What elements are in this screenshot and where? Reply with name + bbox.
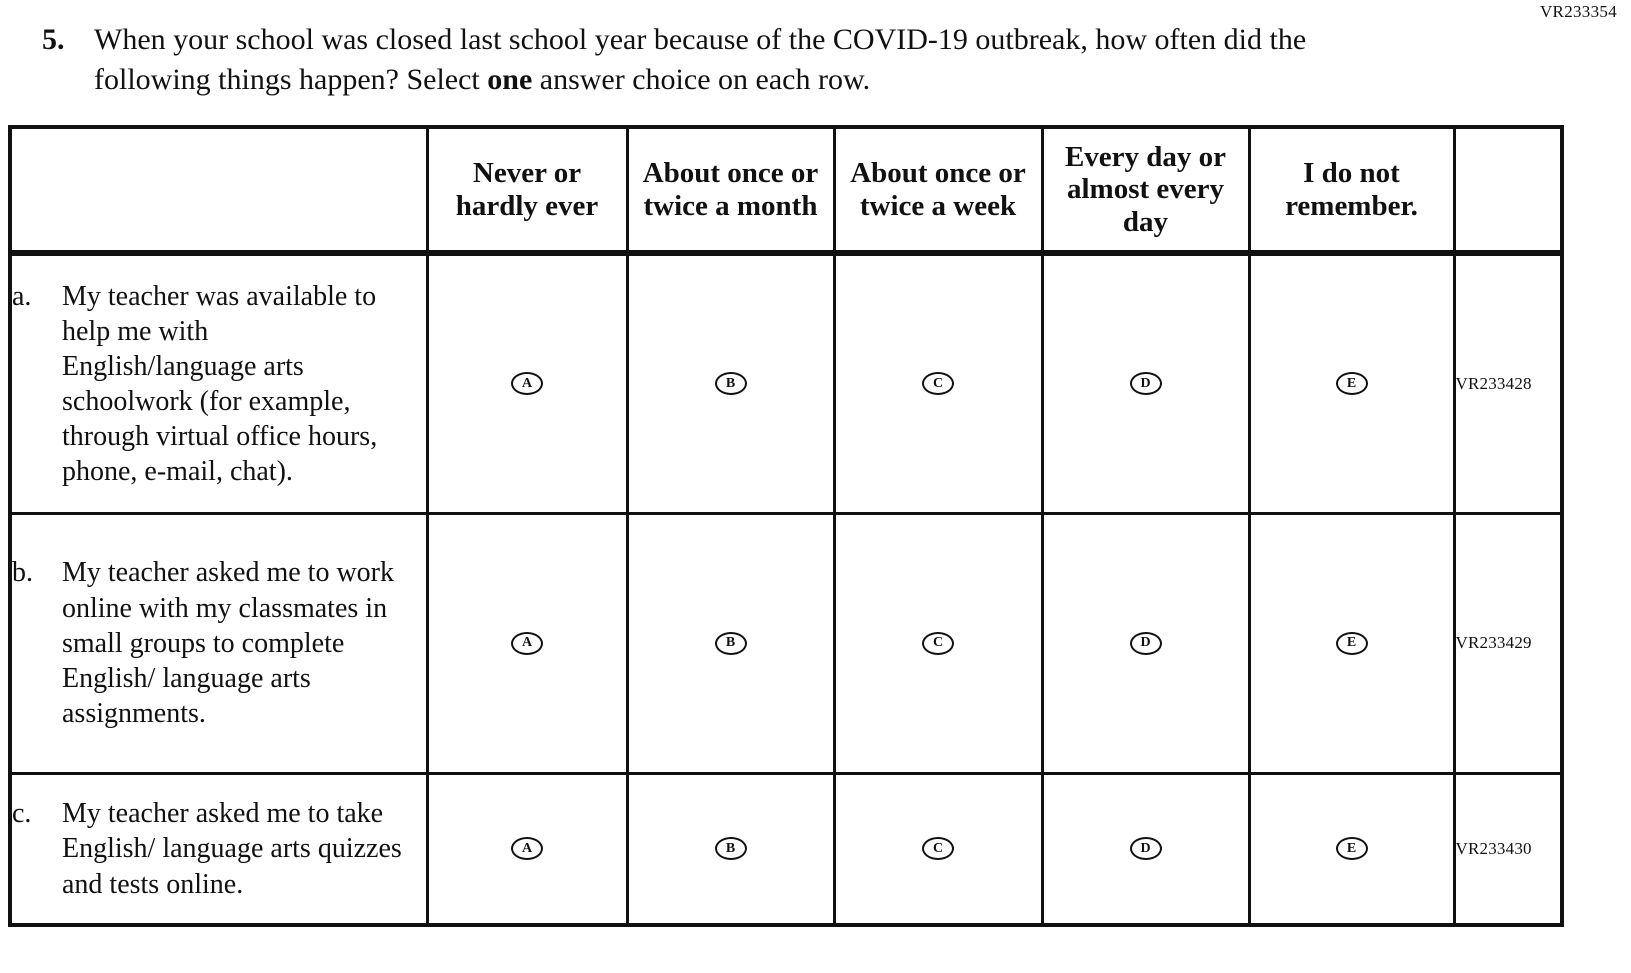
option-cell-b-A: [427, 513, 627, 773]
row-code-c: VR233430: [1454, 773, 1562, 925]
answer-bubble-b-E[interactable]: E: [1336, 632, 1368, 655]
answer-bubble-a-E[interactable]: E: [1336, 372, 1368, 395]
answer-bubble-c-D[interactable]: D: [1130, 837, 1162, 860]
answer-bubble-a-D[interactable]: D: [1130, 372, 1162, 395]
answer-bubble-a-A[interactable]: A: [511, 372, 543, 395]
option-cell-b-C: [834, 513, 1042, 773]
option-cell-c-C: [834, 773, 1042, 925]
statement-cell-c: [10, 773, 427, 925]
table-row-b: [10, 513, 1562, 773]
answer-bubble-b-C[interactable]: C: [922, 632, 954, 655]
question-bold-word: one: [487, 62, 533, 96]
row-statement-a: My teacher was available to help me with English/language arts schoolwork (for example, through virtual office hours, phone, e-mail, chat).: [62, 280, 378, 488]
page-code: VR233354: [1539, 2, 1617, 21]
row-code-b: VR233429: [1454, 513, 1562, 773]
option-cell-a-D: [1042, 253, 1249, 513]
header-empty-statement: [10, 127, 427, 253]
table-row-c: [10, 773, 1562, 925]
header-col-once-twice-week: About once or twice a week: [834, 127, 1042, 253]
question-number: 5.: [42, 23, 65, 56]
answer-bubble-c-B[interactable]: B: [715, 837, 747, 860]
option-cell-a-A: [427, 253, 627, 513]
answer-bubble-c-A[interactable]: A: [511, 837, 543, 860]
option-cell-c-A: [427, 773, 627, 925]
option-cell-c-E: [1249, 773, 1454, 925]
answer-bubble-b-D[interactable]: D: [1130, 632, 1162, 655]
header-row: [10, 127, 1562, 253]
option-cell-b-E: [1249, 513, 1454, 773]
question-text-part1: When your school was closed last school year because of the COVID-19 outbreak, how often did the following things happen? Select: [94, 23, 1307, 96]
header-col-once-twice-month: About once or twice a month: [627, 127, 834, 253]
row-label-a: a.: [12, 280, 32, 312]
answer-bubble-a-B[interactable]: B: [715, 372, 747, 395]
option-cell-b-D: [1042, 513, 1249, 773]
header-col-never: Never or hardly ever: [427, 127, 627, 253]
header-empty-code: [1454, 127, 1562, 253]
question-text-part2: answer choice on each row.: [532, 62, 871, 96]
row-label-c: c.: [12, 798, 32, 830]
option-cell-a-B: [627, 253, 834, 513]
answer-grid: [8, 125, 1564, 927]
header-col-every-day: Every day or almost every day: [1042, 127, 1249, 253]
question: [42, 20, 1372, 99]
question-text: [94, 20, 1372, 99]
table-row-a: [10, 253, 1562, 513]
answer-bubble-b-B[interactable]: B: [715, 632, 747, 655]
option-cell-a-E: [1249, 253, 1454, 513]
answer-bubble-c-E[interactable]: E: [1336, 837, 1368, 860]
answer-bubble-a-C[interactable]: C: [922, 372, 954, 395]
option-cell-c-D: [1042, 773, 1249, 925]
row-label-b: b.: [12, 557, 33, 589]
row-statement-b: My teacher asked me to work online with my classmates in small groups to complete English/ language arts assignments.: [62, 557, 394, 729]
statement-cell-b: [10, 513, 427, 773]
statement-cell-a: [10, 253, 427, 513]
row-statement-c: My teacher asked me to take English/ language arts quizzes and tests online.: [62, 798, 402, 900]
option-cell-c-B: [627, 773, 834, 925]
option-cell-a-C: [834, 253, 1042, 513]
header-col-do-not-remember: I do not remember.: [1249, 127, 1454, 253]
answer-bubble-b-A[interactable]: A: [511, 632, 543, 655]
option-cell-b-B: [627, 513, 834, 773]
row-code-a: VR233428: [1454, 253, 1562, 513]
answer-bubble-c-C[interactable]: C: [922, 837, 954, 860]
